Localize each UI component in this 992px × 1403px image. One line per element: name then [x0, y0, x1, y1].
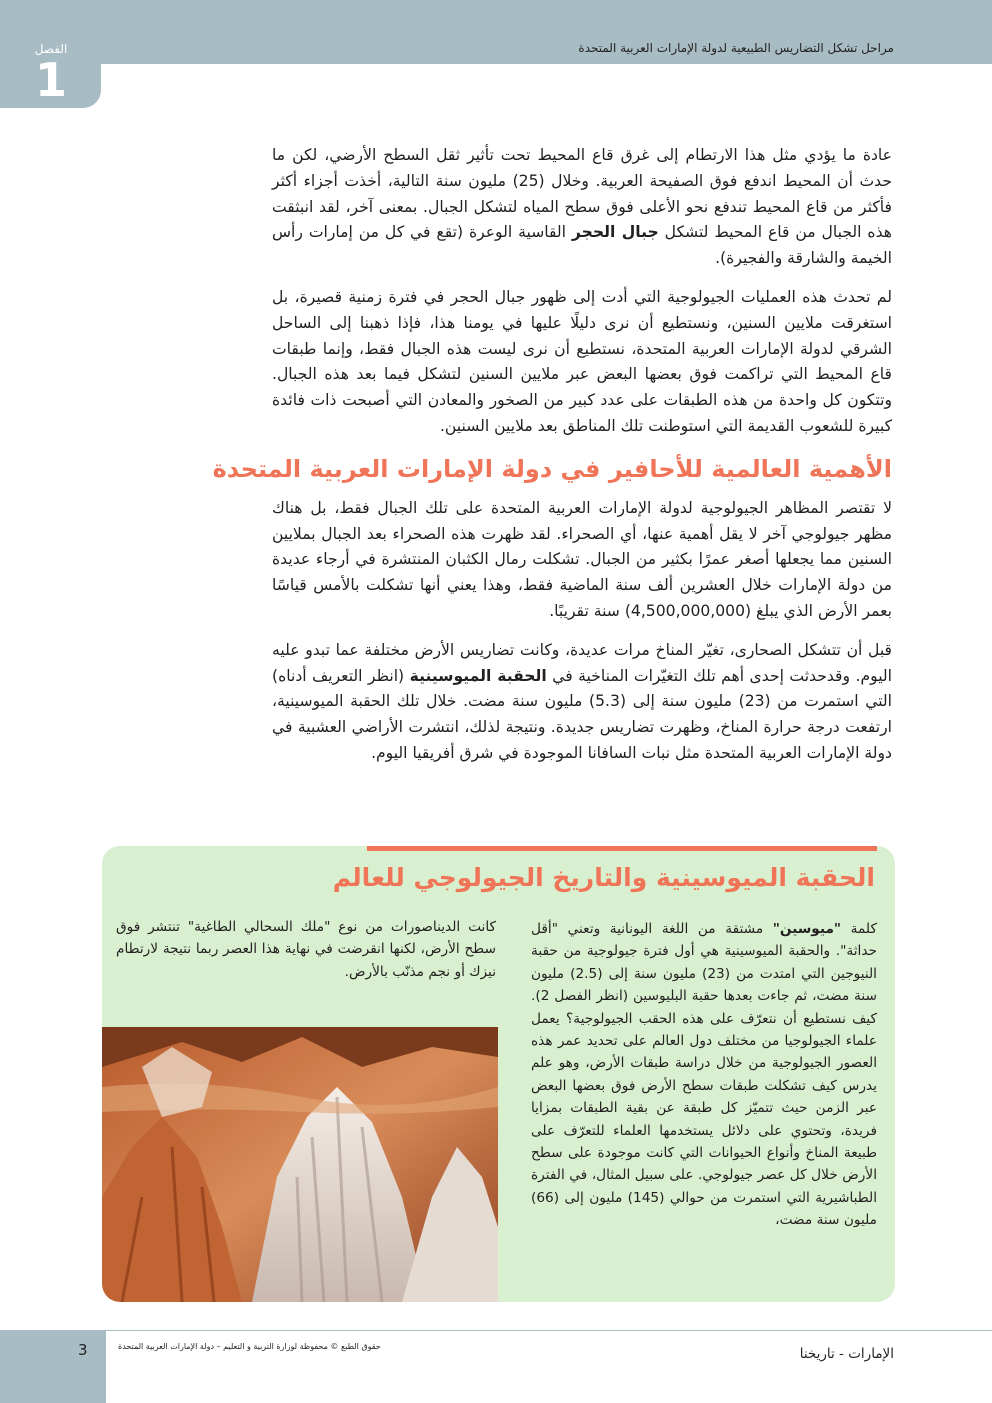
term-hajar-mountains: جبال الحجر: [571, 223, 659, 242]
box-right-text: مشتقة من اللغة اليونانية وتعني "أقل حداثة". والحقبة الميوسينية هي أول فترة جيولوجية من حقبة النيوجين التي امتدت من (23) مليون سنة إلى (2.5) مليون سنة مضت، ثم جاءت بعدها حقبة البليوسين (انظر الفصل 2). كيف نستطيع أن نتعرّف على هذه الحقب الجيولوجية؟ يعمل علماء الجيولوجيا من مختلف دول العالم على تحديد عمر هذه العصور الجيولوجية من خلال دراسة طبقات الأرض، وهو علم يدرس كيف تشكلت طبقات سطح الأرض فوق بعضها البعض عبر الزمن حيث تتميّز كل طبقة عن بقية الطبقات بمزايا فريدة، وتحتوي على دلائل يستخدمها العلماء للتعرّف على طبيعة المناخ وأنواع الحيوانات التي كانت موجودة على سطح الأرض خلال كل عصر جيولوجي. على سبيل المثال، في الفترة الطباشيرية التي استمرت من حوالي (145) مليون إلى (66) مليون سنة مضت،: [531, 921, 878, 1229]
box-right-column: [531, 918, 877, 1232]
running-header-title: مراحل تشكل التضاريس الطبيعية لدولة الإمارات العربية المتحدة: [578, 41, 894, 55]
paragraph-4-text-a: قبل أن تتشكل الصحارى، تغيّر المناخ مرات عديدة، وكانت تضاريس الأرض مختلفة عما تبدو عليه اليوم. وقدحدثت إحدى أهم تلك التغيّرات المناخية في: [272, 640, 892, 685]
copyright-notice: حقوق الطبع © محفوظة لوزارة التربية و التعليم – دولة الإمارات العربية المتحدة: [118, 1342, 381, 1351]
chapter-tab: [0, 0, 101, 108]
box-left-column: كانت الديناصورات من نوع "ملك السحالي الطاغية" تنتشر فوق سطح الأرض، لكنها انقرضت في نهاية هذا العصر ربما نتيجة لارتطام نيزك أو نجم مذنّب بالأرض.: [116, 919, 496, 980]
paragraph-1-text-a: عادة ما يؤدي مثل هذا الارتطام إلى غرق قاع المحيط تحت تأثير ثقل السطح الأرضي، لكن ما حدث أن المحيط اندفع فوق الصفيحة العربية. وخلال (25) مليون سنة التالية، أخذت أجزاء أكثر فأكثر من قاع المحيط تندفع نحو الأعلى فوق سطح المياه لتشكل الجبال. بمعنى آخر، لقد انبثقت هذه الجبال من قاع المحيط لتشكل: [272, 146, 892, 242]
chapter-label: الفصل: [34, 42, 68, 56]
paragraph-4: [272, 638, 892, 767]
paragraph-1-text-b: القاسية الوعرة (تقع في كل من إمارات رأس الخيمة والشارقة والفجيرة).: [272, 223, 892, 268]
book-title: الإمارات - تاريخنا: [799, 1346, 894, 1362]
chapter-number: 1: [34, 53, 67, 107]
paragraph-1: [272, 143, 892, 272]
paragraph-4-text-b: (انظر التعريف أدناه) التي استمرت من (23) مليون سنة إلى (5.3) مليون سنة مضت. خلال تلك الحقبة الميوسينية، ارتفعت درجة حرارة المناخ، وظهرت تضاريس جديدة. ونتيجة لذلك، انتشرت الأراضي العشبية في دولة الإمارات العربية المتحدة مثل نبات السافانا الموجودة في شرق أفريقيا اليوم.: [272, 666, 892, 762]
rock-formation-photo: [102, 1027, 498, 1302]
paragraph-3: لا تقتصر المظاهر الجيولوجية لدولة الإمارات العربية المتحدة على تلك الجبال فقط، بل هناك مظهر جيولوجي آخر لا يقل أهمية عنها، أي الصحراء. لقد ظهرت هذه الصحراء بعد الجبال بملايين السنين مما يجعلها أصغر عمرًا بكثير من الجبال. تشكلت رمال الكثبان المنتشرة في أرجاء عديدة من دولة الإمارات خلال العشرين ألف سنة الماضية فقط، وهذا يعني أنها تشكلت بالأمس قياسًا بعمر الأرض الذي يبلغ (4,500,000,000) سنة تقريبًا.: [272, 498, 892, 620]
box-accent-bar: [367, 846, 877, 851]
main-text: [212, 143, 892, 780]
footer-rule: [0, 1330, 992, 1331]
section-heading: الأهمية العالمية للأحافير في دولة الإمارات العربية المتحدة: [212, 454, 892, 483]
miocene-info-box: [102, 846, 895, 1302]
page-number-tab: [0, 1330, 106, 1403]
box-title: الحقبة الميوسينية والتاريخ الجيولوجي للعالم: [332, 863, 875, 892]
box-right-prefix: كلمة: [850, 921, 877, 937]
term-miocene-word: "ميوسين": [772, 921, 842, 937]
term-miocene: الحقبة الميوسينية: [409, 666, 547, 685]
page-number: 3: [78, 1341, 88, 1359]
paragraph-2: لم تحدث هذه العمليات الجيولوجية التي أدت إلى ظهور جبال الحجر في فترة زمنية قصيرة، بل استغرقت ملايين السنين، ونستطيع أن نرى دليلًا عليها في يومنا هذا، فإذا ذهبنا إلى الساحل الشرقي لدولة الإمارات العربية المتحدة، نستطيع أن نرى ليست هذه الجبال فقط، وإنما طبقات قاع المحيط التي تراكمت فوق بعضها البعض عبر ملايين السنين لتشكل فيما بعد هذه الجبال. وتتكون كل واحدة من هذه الطبقات على عدد كبير من الصخور والمعادن التي أصبحت ذات فائدة كبيرة للشعوب القديمة التي استوطنت تلك المناطق بعد ملايين السنين.: [272, 287, 892, 435]
